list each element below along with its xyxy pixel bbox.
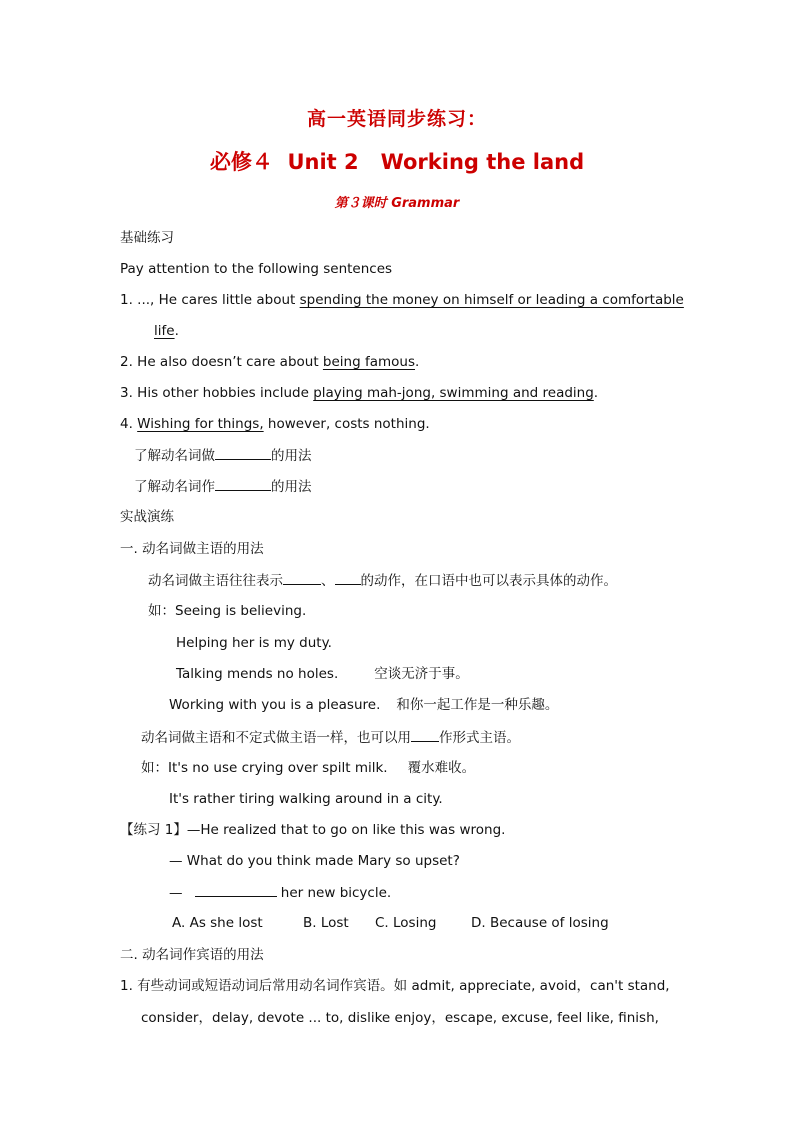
example-4: Working with you is a pleasure. 和你一起工作是一种乐趣。 xyxy=(169,697,559,713)
section-2-paragraph-2: consider，delay, devote ... to, dislike enjoy，escape, excuse, feel like, finish, xyxy=(141,1010,659,1026)
exercise-1-line-3: — her new bicycle. xyxy=(169,885,392,901)
fill-blank[interactable] xyxy=(335,571,361,585)
it-example-1: 如：It's no use crying over spilt milk. 覆水难收。 xyxy=(141,760,476,776)
option-d[interactable]: D. Because of losing xyxy=(471,915,609,931)
option-a[interactable]: A. As she lost xyxy=(172,915,263,931)
section-1-title: 一. 动名词做主语的用法 xyxy=(120,541,264,557)
fill-blank[interactable] xyxy=(283,571,321,585)
sentence-1-continued: life. xyxy=(154,323,179,339)
instruction-text: Pay attention to the following sentences xyxy=(120,261,393,277)
fill-blank[interactable] xyxy=(215,446,271,460)
unit-title: 必修４ Unit 2 Working the land xyxy=(209,150,585,174)
it-example-2: It's rather tiring walking around in a city. xyxy=(169,791,443,807)
page-title: 高一英语同步练习： xyxy=(306,108,487,130)
option-c[interactable]: C. Losing xyxy=(375,915,437,931)
example-1: 如：Seeing is believing. xyxy=(148,603,307,619)
section-1-description: 动名词做主语往往表示 、 的动作，在口语中也可以表示具体的动作。 xyxy=(148,573,617,589)
sentence-1: 1. ..., He cares little about spending the money on himself or leading a comfortable xyxy=(120,292,684,308)
fill-blank[interactable] xyxy=(411,728,439,742)
exercise-1-question: 【练习 1】—He realized that to go on like this was wrong. xyxy=(120,822,506,838)
example-3: Talking mends no holes. 空谈无济于事。 xyxy=(176,666,469,682)
fill-blank[interactable] xyxy=(215,477,271,491)
learn-point-2: 了解动名词作 的用法 xyxy=(134,479,312,495)
option-b[interactable]: B. Lost xyxy=(303,915,349,931)
section-heading-basic: 基础练习 xyxy=(120,230,174,246)
section-2-paragraph-1: 1. 有些动词或短语动词后常用动名词作宾语。如 admit, appreciate, avoid，can't stand, xyxy=(120,978,670,994)
sentence-4: 4. Wishing for things, however, costs nothing. xyxy=(120,416,430,432)
lesson-title: 第３课时 Grammar xyxy=(334,196,460,211)
formal-subject-description: 动名词做主语和不定式做主语一样，也可以用 作形式主语。 xyxy=(141,730,520,746)
answer-blank[interactable] xyxy=(195,883,277,897)
learn-point-1: 了解动名词做 的用法 xyxy=(134,448,312,464)
sentence-2: 2. He also doesn’t care about being famous. xyxy=(120,354,420,370)
exercise-1-line-2: — What do you think made Mary so upset? xyxy=(169,853,460,869)
sentence-3: 3. His other hobbies include playing mah-jong, swimming and reading. xyxy=(120,385,599,401)
example-2: Helping her is my duty. xyxy=(176,635,332,651)
section-heading-practice: 实战演练 xyxy=(120,509,174,525)
section-2-title: 二. 动名词作宾语的用法 xyxy=(120,947,264,963)
